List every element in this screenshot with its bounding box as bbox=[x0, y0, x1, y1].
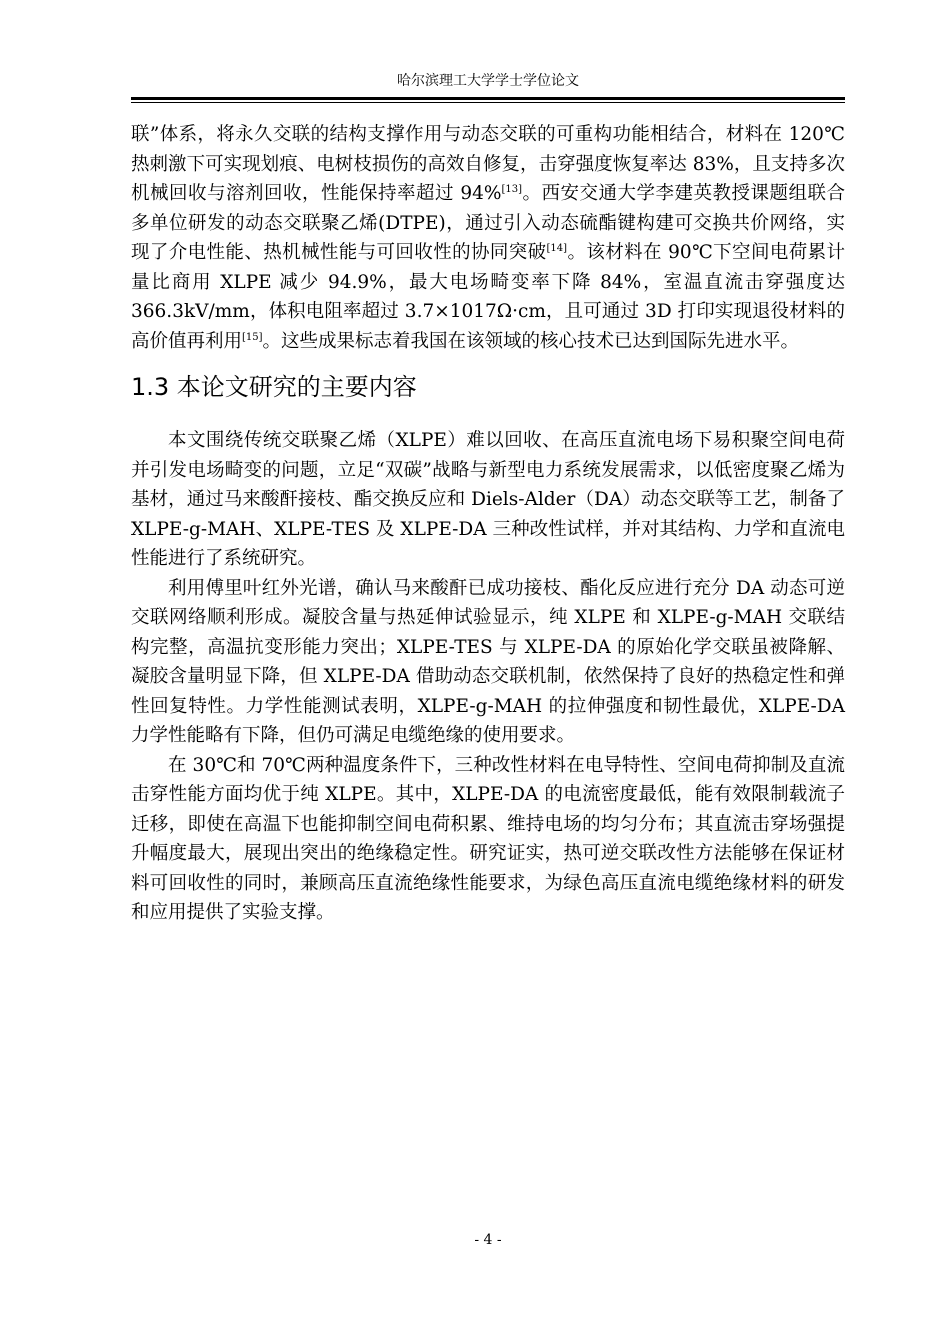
page-number: - 4 - bbox=[474, 1232, 502, 1248]
text-run: 。这些成果标志着我国在该领域的核心技术已达到国际先进水平。 bbox=[262, 330, 800, 352]
continued-paragraph bbox=[131, 120, 845, 356]
text-run: 。西安交通大学李建英教授课题组联合多单位研发的动态交联聚乙烯(DTPE)，通过引入动态硫酯键构建可交换共价网络，实现了介电性能、热机械性能与可回收性的协同突破 bbox=[131, 183, 845, 263]
citation: [15] bbox=[242, 331, 263, 343]
citation: [14] bbox=[546, 242, 568, 254]
paragraph: 在 30℃和 70℃两种温度条件下，三种改性材料在电导特性、空间电荷抑制及直流击穿性能方面均优于纯 XLPE。其中，XLPE-DA 的电流密度最低，能有效限制载流子迁移，即使在高温下也能抑制空间电荷积累、维持电场的均匀分布；其直流击穿场强提升幅度最大，展现出突出的绝缘稳定性。研究证实，热可逆交联改性方法能够在保证材料可回收性的同时，兼顾高压直流绝缘性能要求，为绿色高压直流电缆绝缘材料的研发和应用提供了实验支撑。 bbox=[131, 754, 845, 923]
text-run: 。该材料在 90℃下空间电荷累计量比商用 XLPE 减少 94.9%，最大电场畸变率下降 84%，室温直流击穿强度达 366.3kV/mm，体积电阻率超过 3.7×1017Ω·cm，且可通过 3D 打印实现退役材料的高价值再利用 bbox=[131, 242, 845, 352]
paragraph: 利用傅里叶红外光谱，确认马来酸酐已成功接枝、酯化反应进行充分 DA 动态可逆交联网络顺利形成。凝胶含量与热延伸试验显示，纯 XLPE 和 XLPE-g-MAH 交联结构完整，高温抗变形能力突出；XLPE-TES 与 XLPE-DA 的原始化学交联虽被降解、凝胶含量明显下降，但 XLPE-DA 借助动态交联机制，依然保持了良好的热稳定性和弹性回复特性。力学性能测试表明，XLPE-g-MAH 的拉伸强度和韧性最优，XLPE-DA 力学性能略有下降，但仍可满足电缆绝缘的使用要求。 bbox=[131, 577, 845, 746]
header-rule-thin bbox=[131, 102, 845, 103]
paragraph: 本文围绕传统交联聚乙烯（XLPE）难以回收、在高压直流电场下易积聚空间电荷并引发电场畸变的问题，立足“双碳”战略与新型电力系统发展需求，以低密度聚乙烯为基材，通过马来酸酐接枝、酯交换反应和 Diels-Alder（DA）动态交联等工艺，制备了 XLPE-g-MAH、XLPE-TES 及 XLPE-DA 三种改性试样，并对其结构、力学和直流电性能进行了系统研究。 bbox=[131, 430, 845, 569]
citation: [13] bbox=[501, 183, 523, 195]
running-header: 哈尔滨理工大学学士学位论文 bbox=[397, 73, 579, 89]
header-rule-thick bbox=[131, 97, 845, 100]
text-run: 联”体系，将永久交联的结构支撑作用与动态交联的可重构功能相结合，材料在 120℃热刺激下可实现划痕、电树枝损伤的高效自修复，击穿强度恢复率达 83%，且支持多次机械回收与溶剂回收，性能保持率超过 94% bbox=[131, 124, 845, 204]
section-heading: 1.3 本论文研究的主要内容 bbox=[131, 373, 417, 401]
body-text bbox=[131, 120, 845, 928]
